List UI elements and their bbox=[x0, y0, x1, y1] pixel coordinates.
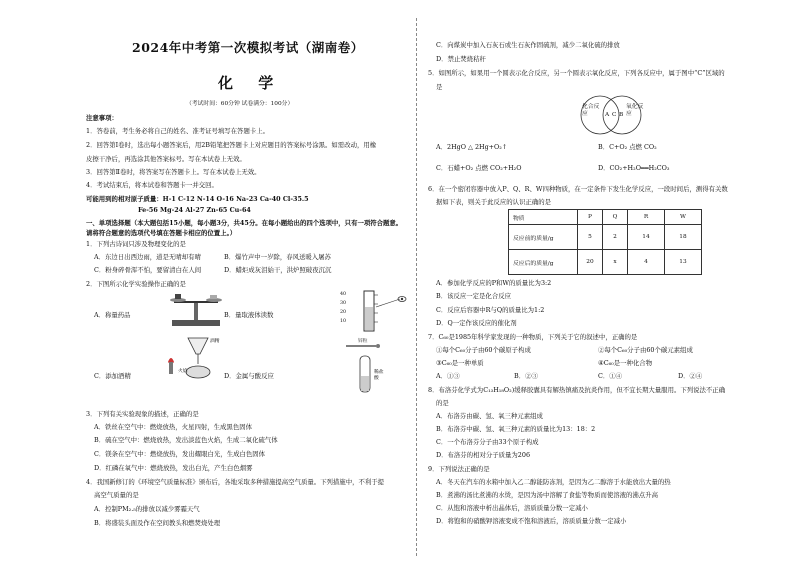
note-item: 2．回答第Ⅰ卷时，选出每小题答案后，用2B铅笔把答题卡上对应题目的答案标号涂黑。如需改动，用橡 bbox=[86, 141, 377, 149]
q5-stem-cont: 是 bbox=[436, 83, 443, 91]
q3-stem: 3．下列有关实验现象的描述，正确的是 bbox=[86, 410, 199, 418]
note-item: 皮擦干净后，再选涂其他答案标号。写在本试卷上无效。 bbox=[86, 155, 246, 163]
table-cell: 14 bbox=[628, 225, 665, 250]
note-item: 4．考试结束后，将本试卷和答题卡一并交回。 bbox=[86, 181, 218, 189]
exam-meta: （考试时间：60分钟 试卷满分：100分） bbox=[186, 101, 294, 107]
q6-stem-cont: 据如下表，则关于此反应的认识正确的是 bbox=[436, 198, 552, 206]
table-cell: 4 bbox=[628, 250, 665, 275]
q3-option-d[interactable]: D．红磷在氧气中：燃烧放热，发出白光，产生白色烟雾 bbox=[94, 464, 253, 472]
q8-option-c[interactable]: C．一个布洛芬分子由33个原子构成 bbox=[436, 438, 539, 446]
table-header-cell: R bbox=[628, 210, 665, 225]
section1-heading: 一、单项选择题（本大题包括15小题，每小题3分，共45分。在每小题给出的四个选项中，只有一项符合题意。请将符合题意的选项代号填在答题卡相应的位置上。） bbox=[86, 219, 403, 237]
q6-option-d[interactable]: D．Q一定作该反应的催化剂 bbox=[436, 319, 517, 327]
q8-option-d[interactable]: D．布洛芬的相对分子质量为206 bbox=[436, 451, 531, 459]
subject-title: 化 学 bbox=[218, 74, 284, 92]
q3-option-b[interactable]: B．硫在空气中：燃烧放热，发出淡蓝色火焰，生成二氧化硫气体 bbox=[94, 436, 278, 444]
q9-option-d[interactable]: D．将饱和的硝酸钾溶液变成不饱和溶液后，溶质质量分数一定减小 bbox=[436, 517, 627, 525]
cylinder-figure bbox=[350, 289, 410, 333]
table-cell: x bbox=[603, 250, 628, 275]
q7-option-d[interactable]: D．②④ bbox=[678, 372, 703, 380]
q4-option-c[interactable]: C．向煤炭中加入石灰石或生石灰作固硫剂，减少二氧化硫的排放 bbox=[436, 41, 620, 49]
q1-option-b[interactable]: B．爆竹声中一岁除，春风送暖入屠苏 bbox=[224, 253, 331, 261]
table-header-cell: Q bbox=[603, 210, 628, 225]
venn-label-a: A bbox=[605, 112, 610, 118]
table-cell: 13 bbox=[665, 250, 702, 275]
reaction-data-table bbox=[508, 209, 702, 275]
table-header-cell: W bbox=[665, 210, 702, 225]
q3-option-c[interactable]: C．镁条在空气中：燃烧放热，发出耀眼白光，生成白色固体 bbox=[94, 450, 266, 458]
table-row bbox=[509, 250, 702, 275]
venn-label-combination: 化合反应 bbox=[582, 104, 600, 117]
venn-label-c: C bbox=[612, 112, 617, 118]
q5-option-d[interactable]: D．CO₂+H₂O══H₂CO₃ bbox=[598, 164, 670, 172]
table-row bbox=[509, 225, 702, 250]
table-row bbox=[509, 210, 702, 225]
q6-option-c[interactable]: C．反应后容器中R与Q的质量比为1:2 bbox=[436, 306, 545, 314]
table-cell: 反应后的质量/g bbox=[509, 250, 578, 275]
q3-option-a[interactable]: A．铁丝在空气中：燃烧放热，火星四射，生成黑色固体 bbox=[94, 423, 252, 431]
q9-option-b[interactable]: B．煮沸的汤比煮沸的水烫，是因为汤中溶解了食盐等物质而使溶液的沸点升高 bbox=[436, 491, 658, 499]
notes-heading: 注意事项： bbox=[86, 114, 118, 122]
label-fire: 火焰 bbox=[178, 369, 188, 374]
label-alcohol: 酒精 bbox=[210, 339, 220, 344]
q9-option-c[interactable]: C．从饱和溶液中析出晶体后，溶质质量分数一定减小 bbox=[436, 504, 588, 512]
table-cell: 2 bbox=[603, 225, 628, 250]
atomic-mass-line2: Fe-56 Mg-24 Al-27 Zn-65 Cu-64 bbox=[138, 206, 251, 214]
q6-stem: 6．在一个密闭容器中放入P、Q、R、W四种物质，在一定条件下发生化学反应，一段时间后，测得有关数 bbox=[428, 185, 728, 193]
q4-option-b[interactable]: B．将盛装头面及作在空间教头和燃焚烧处理 bbox=[94, 519, 221, 527]
label-acid: 稀盐酸 bbox=[374, 370, 384, 381]
exam-title: 2024年中考第一次模拟考试（湖南卷） bbox=[132, 40, 364, 55]
q9-option-a[interactable]: A．冬天在汽车的水箱中加入乙二醇能防冻剂，是因为乙二醇溶于水能放出大量的热 bbox=[436, 478, 671, 486]
q6-option-a[interactable]: A．参加化学反应的P和W的质量比为3:2 bbox=[436, 279, 552, 287]
q1-stem: 1．下列古诗词只涉及物理变化的是 bbox=[86, 240, 186, 248]
atomic-mass-heading: 可能用到的相对原子质量：H-1 C-12 N-14 O-16 Na-23 Ca-40 Cl-35.5 bbox=[86, 195, 309, 203]
q7-statement-2: ②每个C₆₀分子由60个碳元素组成 bbox=[598, 346, 693, 354]
scale-mark: 20 bbox=[340, 310, 347, 315]
q2-option-a[interactable]: A．称量药品 bbox=[94, 311, 131, 319]
q2-stem: 2．下图所示化学实验操作正确的是 bbox=[86, 280, 186, 288]
scale-mark: 10 bbox=[340, 319, 347, 324]
q4-stem-cont: 高空气质量的是 bbox=[94, 491, 139, 499]
q4-option-a[interactable]: A．控制PM₂.₅的排放以减少雾霾天气 bbox=[94, 505, 200, 513]
q1-option-a[interactable]: A．东边日出西边雨，道是无晴却有晴 bbox=[94, 253, 201, 261]
q7-statement-3: ③C₆₀是一种单质 bbox=[436, 359, 484, 367]
q5-stem: 5．如图所示，如果用一个圆表示化合反应，另一个圆表示氧化反应，下列各反应中，属于图中“C”区域的 bbox=[428, 69, 725, 77]
q8-stem-cont: 的是 bbox=[436, 399, 449, 407]
q5-option-a[interactable]: A．2HgO △ 2Hg+O₂↑ bbox=[436, 143, 508, 151]
q7-option-b[interactable]: B．②③ bbox=[514, 372, 538, 380]
q7-stem: 7．C₆₀是1985年科学家发现的一种物质，下列关于它的叙述中，正确的是 bbox=[428, 333, 638, 341]
q2-option-d[interactable]: D．金属与酸反应 bbox=[224, 372, 274, 380]
note-item: 1．答卷前，考生务必将自己的姓名、准考证号填写在答题卡上。 bbox=[86, 127, 270, 135]
scale-mark: 40 bbox=[340, 292, 347, 297]
table-header-cell: 物质 bbox=[509, 210, 578, 225]
q2-option-b[interactable]: B．量取液体读数 bbox=[224, 311, 274, 319]
q1-option-d[interactable]: D．蜡炬成灰泪始干，洪炉照破夜沉沉 bbox=[224, 266, 332, 274]
q1-option-c[interactable]: C．粉身碎骨浑不怕，要留清白在人间 bbox=[94, 266, 202, 274]
q4-stem: 4．我国新修订的《环境空气质量标准》颁布后，各地采取多种措施提高空气质量。下列措施中，不利于提 bbox=[86, 478, 385, 486]
scale-mark: 30 bbox=[340, 301, 347, 306]
q8-stem: 8．布洛芬化学式为C₁₃H₁₈O₂)缓释胶囊具有解热镇痛及抗炎作用，但不宜长期大量服用。下列说法不正确 bbox=[428, 386, 726, 394]
table-cell: 20 bbox=[578, 250, 603, 275]
q8-option-b[interactable]: B．布洛芬中碳、氢、氧三种元素的质量比为13：18：2 bbox=[436, 425, 596, 433]
table-header-cell: P bbox=[578, 210, 603, 225]
q5-option-c[interactable]: C．石蜡+O₂ 点燃 CO₂+H₂O bbox=[436, 164, 522, 172]
q9-stem: 9．下列说法正确的是 bbox=[428, 465, 490, 473]
q2-option-c[interactable]: C．添加酒精 bbox=[94, 372, 131, 380]
label-zinc: 锌粒 bbox=[358, 339, 368, 344]
venn-label-b: B bbox=[619, 112, 624, 118]
balance-figure bbox=[166, 292, 226, 328]
table-cell: 反应前的质量/g bbox=[509, 225, 578, 250]
q6-option-b[interactable]: B．该反应一定是化合反应 bbox=[436, 292, 511, 300]
q4-option-d[interactable]: D．禁止焚烧秸秆 bbox=[436, 55, 486, 63]
q7-statement-4: ④C₆₀是一种化合物 bbox=[598, 359, 653, 367]
table-cell: 18 bbox=[665, 225, 702, 250]
q5-option-b[interactable]: B．C+O₂ 点燃 CO₂ bbox=[598, 143, 657, 151]
q7-statement-1: ①每个C₆₀分子由60个碳原子构成 bbox=[436, 346, 531, 354]
q7-option-a[interactable]: A．①③ bbox=[436, 372, 460, 380]
note-item: 3．回答第Ⅱ卷时，将答案写在答题卡上。写在本试卷上无效。 bbox=[86, 168, 261, 176]
q7-option-c[interactable]: C．①④ bbox=[598, 372, 623, 380]
column-divider bbox=[416, 18, 417, 556]
table-cell: 5 bbox=[578, 225, 603, 250]
test-tube-figure bbox=[344, 336, 398, 398]
q8-option-a[interactable]: A．布洛芬由碳、氢、氧三种元素组成 bbox=[436, 412, 543, 420]
venn-label-oxidation: 氧化反应 bbox=[626, 104, 644, 117]
